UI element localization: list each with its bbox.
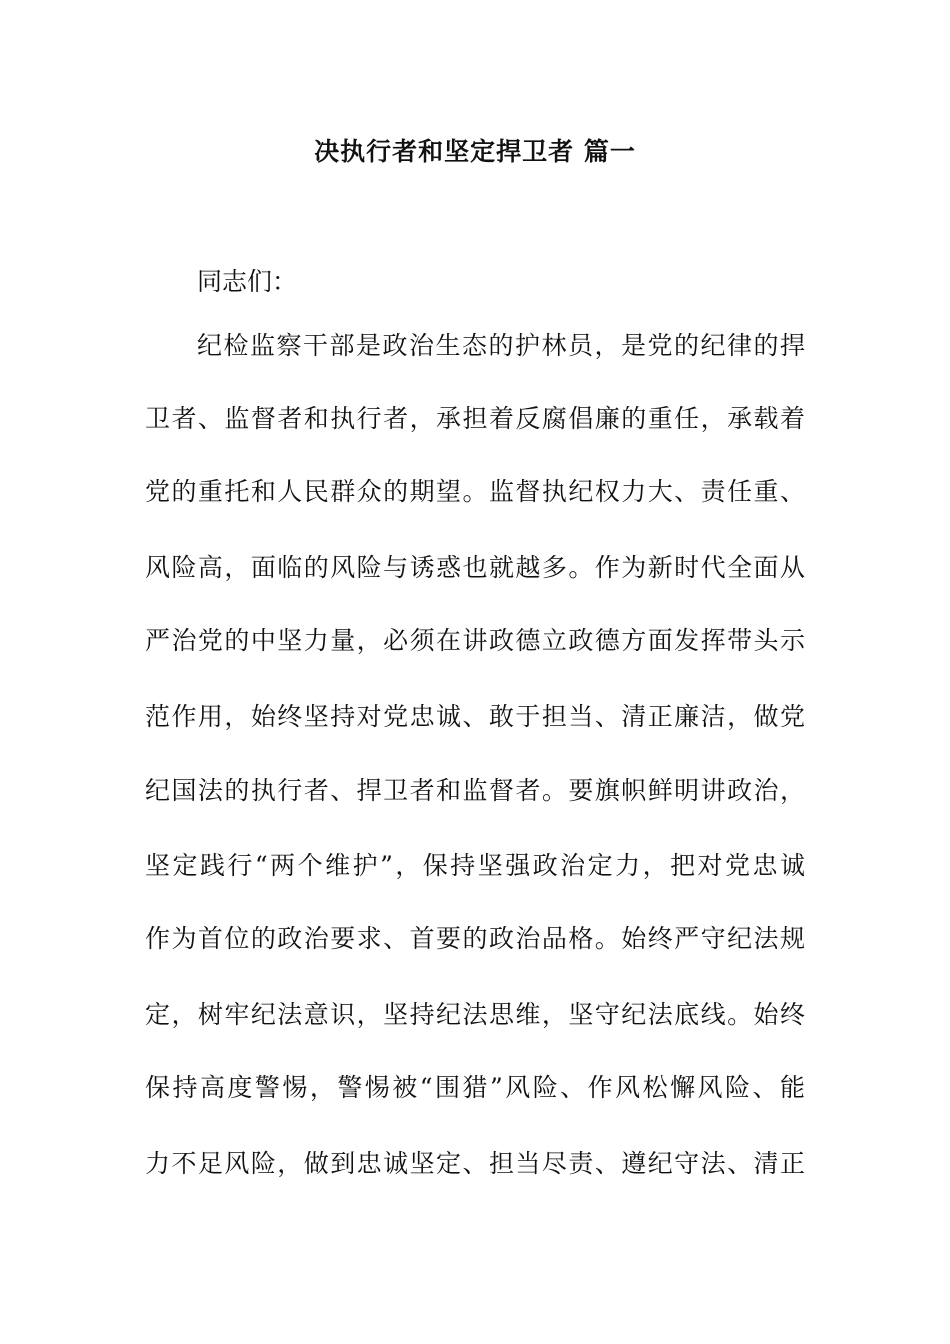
greeting: 同志们： [197, 267, 298, 296]
body-line: 纪检监察干部是政治生态的护林员，是党的纪律的捍 [197, 331, 805, 360]
body-line: 作为首位的政治要求、首要的政治品格。始终严守纪法规 [145, 924, 805, 953]
document-title: 决执行者和坚定捍卫者 篇一 [314, 137, 636, 166]
body-line: 坚定践行“两个维护”，保持坚强政治定力，把对党忠诚 [145, 851, 805, 880]
body-line: 保持高度警惕，警惕被“围猎”风险、作风松懈风险、能 [145, 1073, 805, 1102]
body-line: 风险高，面临的风险与诱惑也就越多。作为新时代全面从 [145, 553, 805, 582]
body-line: 严治党的中坚力量，必须在讲政德立政德方面发挥带头示 [145, 626, 805, 655]
body-line: 纪国法的执行者、捍卫者和监督者。要旗帜鲜明讲政治， [145, 776, 805, 805]
body-line: 范作用，始终坚持对党忠诚、敢于担当、清正廉洁，做党 [145, 702, 805, 731]
body-line: 力不足风险，做到忠诚坚定、担当尽责、遵纪守法、清正 [145, 1149, 805, 1178]
body-line: 定，树牢纪法意识，坚持纪法思维，坚守纪法底线。始终 [145, 1000, 805, 1029]
body-line: 党的重托和人民群众的期望。监督执纪权力大、责任重、 [145, 477, 805, 506]
body-line: 卫者、监督者和执行者，承担着反腐倡廉的重任，承载着 [145, 404, 805, 433]
